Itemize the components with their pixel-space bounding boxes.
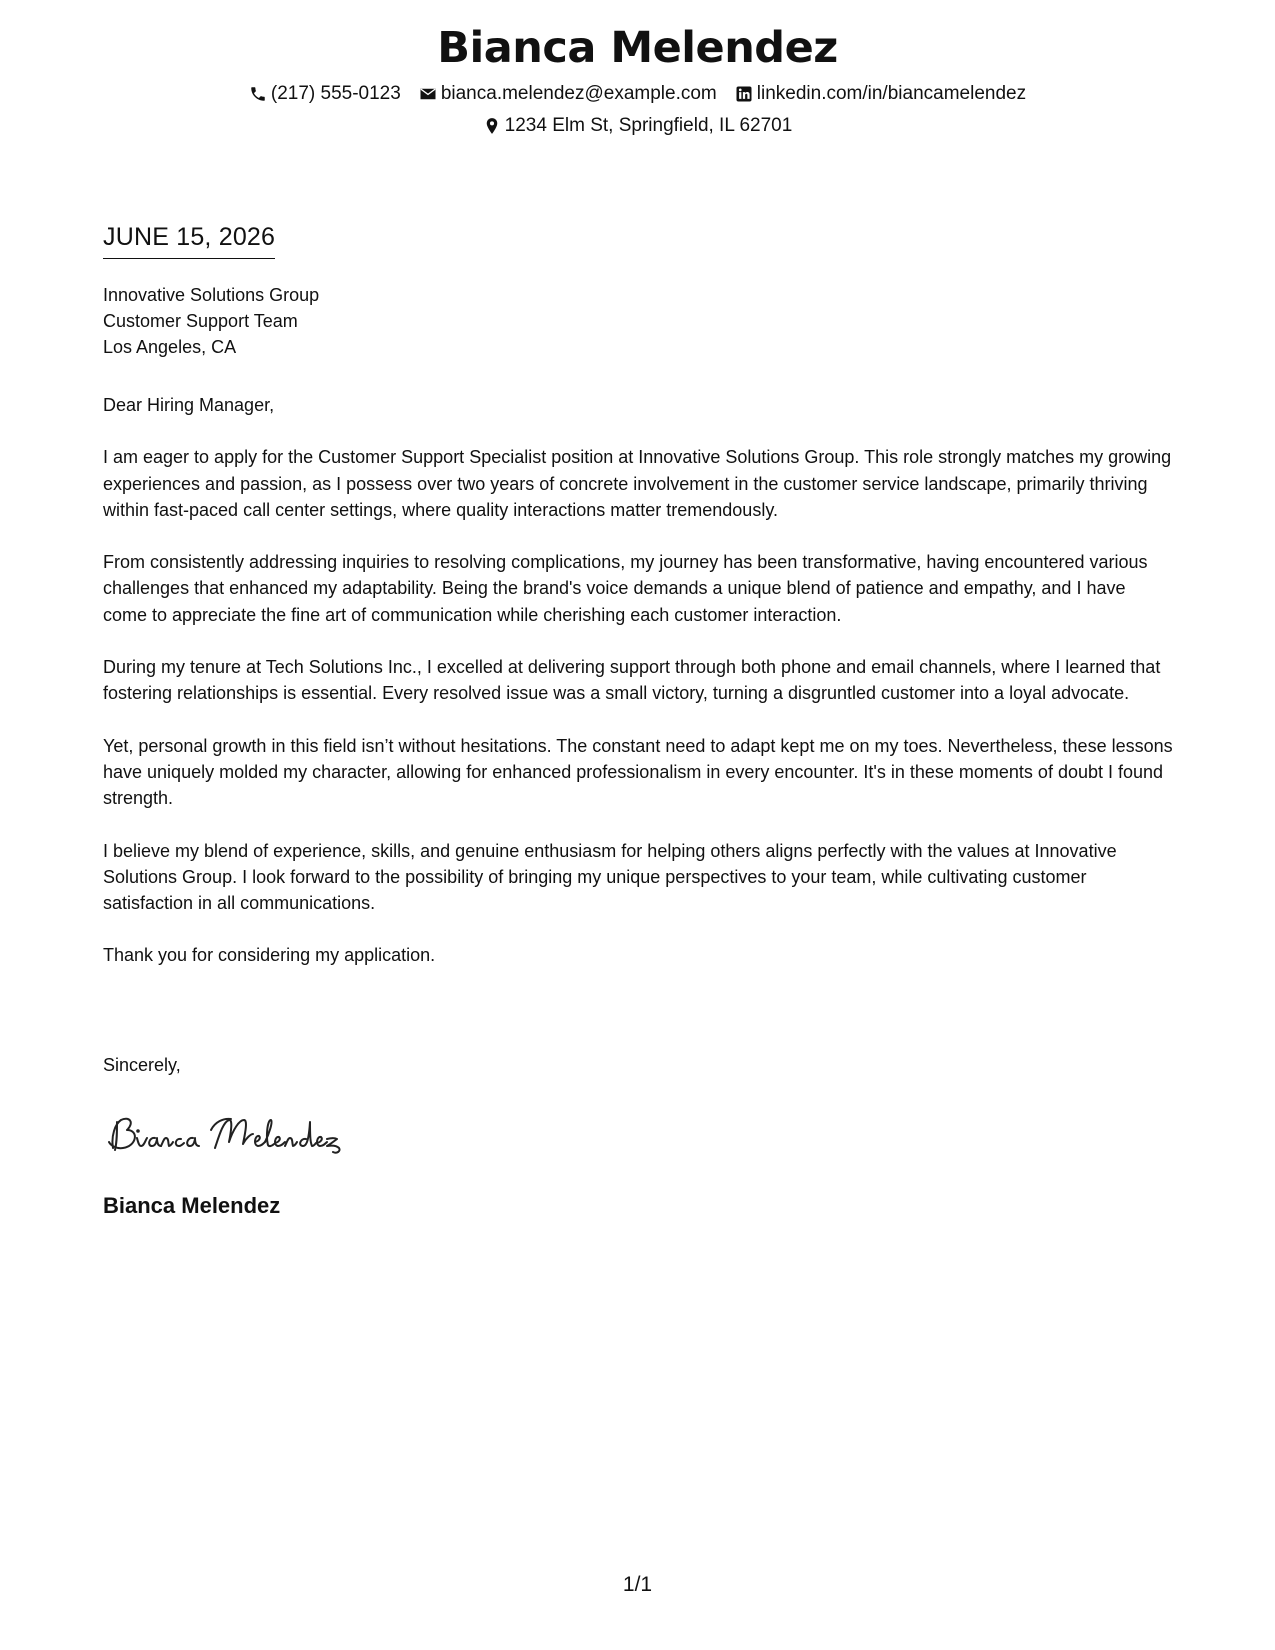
body-paragraph-1: I am eager to apply for the Customer Support Specialist position at Innovative Solutions Group. This role strongly matches my growing experiences and passion, as I possess over two years of concrete involvement in the customer service landscape, primarily thriving within fast-paced call center settings, where quality interactions matter tremendously. bbox=[103, 447, 1172, 520]
contact-email[interactable] bbox=[419, 80, 717, 108]
phone-number: (217) 555-0123 bbox=[270, 83, 401, 104]
body-paragraph-5: I believe my blend of experience, skills, and genuine enthusiasm for helping others aligns perfectly with the values at Innovative Solutions Group. I look forward to the possibility of bringing my unique perspectives to your team, while cultivating customer satisfaction in all communications. bbox=[103, 840, 1117, 914]
envelope-icon bbox=[419, 85, 437, 103]
salutation: Dear Hiring Manager, bbox=[103, 395, 275, 415]
closing: Sincerely, bbox=[103, 1055, 181, 1075]
phone-icon bbox=[249, 85, 267, 103]
map-pin-icon bbox=[483, 117, 501, 135]
page-number: 1/1 bbox=[622, 1573, 653, 1596]
contact-line bbox=[0, 80, 1275, 108]
handwritten-signature bbox=[103, 1108, 363, 1158]
applicant-name: Bianca Melendez bbox=[437, 23, 838, 73]
email-address[interactable]: bianca.melendez@example.com bbox=[440, 83, 717, 104]
letter-header bbox=[0, 20, 1275, 140]
letter-date: JUNE 15, 2026 bbox=[103, 222, 275, 259]
letter-date-block bbox=[103, 222, 275, 259]
contact-address bbox=[483, 112, 793, 140]
address-line bbox=[0, 112, 1275, 140]
signed-name: Bianca Melendez bbox=[103, 1193, 281, 1218]
recipient-location: Los Angeles, CA bbox=[103, 337, 237, 357]
contact-phone bbox=[249, 80, 401, 108]
body-paragraph-4: Yet, personal growth in this field isn’t without hesitations. The constant need to adapt kept me on my toes. Nevertheless, these lessons have uniquely molded my character, allowing for enhanced professionalism in every encounter. It's in these moments of doubt I found strength. bbox=[103, 735, 1173, 809]
letter-body bbox=[103, 392, 1173, 995]
recipient-company: Innovative Solutions Group bbox=[103, 285, 320, 305]
recipient-block bbox=[103, 282, 319, 360]
thanks-line: Thank you for considering my application. bbox=[103, 945, 436, 966]
linkedin-icon bbox=[735, 85, 753, 103]
body-paragraph-2: From consistently addressing inquiries to resolving complications, my journey has been transformative, having encountered various challenges that enhanced my adaptability. Being the brand's voice demands a unique blend of patience and empathy, and I have come to appreciate the fine art of communication while cherishing each customer interaction. bbox=[103, 552, 1148, 625]
contact-linkedin[interactable] bbox=[735, 80, 1026, 108]
postal-address: 1234 Elm St, Springfield, IL 62701 bbox=[504, 115, 793, 136]
body-paragraph-3: During my tenure at Tech Solutions Inc., I excelled at delivering support through both phone and email channels, where I learned that fostering relationships is essential. Every resolved issue was a small victory, turning a disgruntled customer into a loyal advocate. bbox=[103, 657, 1161, 704]
recipient-team: Customer Support Team bbox=[103, 311, 298, 331]
linkedin-url[interactable]: linkedin.com/in/biancamelendez bbox=[756, 83, 1027, 104]
